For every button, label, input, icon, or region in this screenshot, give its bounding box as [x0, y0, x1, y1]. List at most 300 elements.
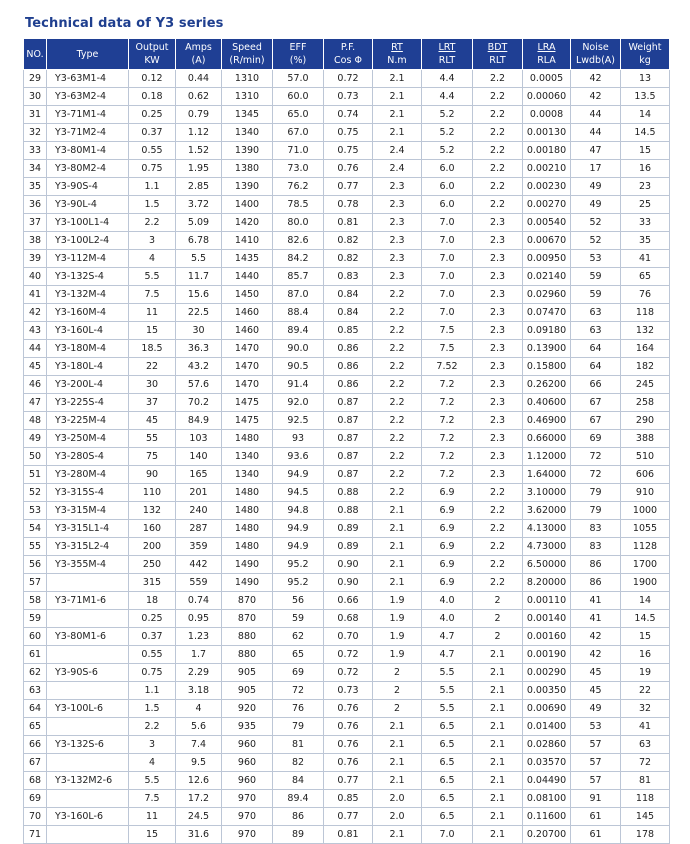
table-row [24, 142, 670, 160]
cell-noise: 79 [571, 484, 621, 502]
cell-lra: 0.04490 [523, 772, 571, 790]
table-row [24, 736, 670, 754]
cell-rt: 2.2 [373, 376, 422, 394]
cell-lra: 3.10000 [523, 484, 571, 502]
cell-output: 200 [129, 538, 176, 556]
cell-type [47, 754, 129, 772]
cell-amps: 57.6 [176, 376, 222, 394]
col-lrt: LRT RLT [422, 39, 473, 70]
cell-amps: 140 [176, 448, 222, 466]
cell-lra: 0.13900 [523, 340, 571, 358]
cell-speed: 1480 [222, 538, 273, 556]
cell-weight: 1055 [621, 520, 670, 538]
table-row [24, 214, 670, 232]
cell-no: 52 [24, 484, 47, 502]
cell-noise: 67 [571, 394, 621, 412]
cell-noise: 17 [571, 160, 621, 178]
cell-pf: 0.86 [324, 358, 373, 376]
cell-amps: 287 [176, 520, 222, 538]
cell-eff: 65 [273, 646, 324, 664]
cell-amps: 12.6 [176, 772, 222, 790]
cell-lra: 3.62000 [523, 502, 571, 520]
cell-pf: 0.88 [324, 484, 373, 502]
cell-noise: 45 [571, 682, 621, 700]
cell-no: 67 [24, 754, 47, 772]
cell-pf: 0.78 [324, 196, 373, 214]
cell-type: Y3-180L-4 [47, 358, 129, 376]
cell-weight: 164 [621, 340, 670, 358]
cell-amps: 165 [176, 466, 222, 484]
table-row [24, 268, 670, 286]
cell-rt: 2.2 [373, 430, 422, 448]
cell-weight: 1700 [621, 556, 670, 574]
table-body [24, 70, 670, 844]
cell-lra: 0.00160 [523, 628, 571, 646]
cell-noise: 49 [571, 700, 621, 718]
cell-amps: 2.85 [176, 178, 222, 196]
cell-no: 40 [24, 268, 47, 286]
cell-lrt: 7.2 [422, 394, 473, 412]
cell-pf: 0.84 [324, 286, 373, 304]
cell-pf: 0.87 [324, 448, 373, 466]
cell-type: Y3-160M-4 [47, 304, 129, 322]
cell-lrt: 6.0 [422, 160, 473, 178]
cell-noise: 44 [571, 124, 621, 142]
cell-weight: 15 [621, 628, 670, 646]
cell-no: 35 [24, 178, 47, 196]
cell-speed: 870 [222, 592, 273, 610]
cell-lra: 0.11600 [523, 808, 571, 826]
cell-no: 45 [24, 358, 47, 376]
cell-lra: 0.03570 [523, 754, 571, 772]
cell-type: Y3-100L-6 [47, 700, 129, 718]
cell-noise: 57 [571, 772, 621, 790]
cell-noise: 41 [571, 610, 621, 628]
cell-pf: 0.90 [324, 556, 373, 574]
table-row [24, 160, 670, 178]
cell-weight: 76 [621, 286, 670, 304]
cell-speed: 960 [222, 772, 273, 790]
cell-speed: 1400 [222, 196, 273, 214]
table-row [24, 538, 670, 556]
cell-weight: 15 [621, 142, 670, 160]
cell-speed: 1410 [222, 232, 273, 250]
cell-lrt: 7.2 [422, 448, 473, 466]
cell-noise: 42 [571, 88, 621, 106]
cell-weight: 14.5 [621, 124, 670, 142]
cell-rt: 2.2 [373, 466, 422, 484]
cell-bdt: 2.1 [473, 682, 523, 700]
col-eff: EFF (%) [273, 39, 324, 70]
cell-pf: 0.86 [324, 376, 373, 394]
cell-lra: 0.01400 [523, 718, 571, 736]
col-weight: Weight kg [621, 39, 670, 70]
table-row [24, 826, 670, 844]
cell-rt: 2.1 [373, 106, 422, 124]
cell-eff: 81 [273, 736, 324, 754]
cell-weight: 258 [621, 394, 670, 412]
cell-speed: 1440 [222, 268, 273, 286]
cell-weight: 32 [621, 700, 670, 718]
cell-amps: 7.4 [176, 736, 222, 754]
table-row [24, 124, 670, 142]
cell-rt: 1.9 [373, 628, 422, 646]
cell-bdt: 2.1 [473, 790, 523, 808]
cell-eff: 90.0 [273, 340, 324, 358]
cell-type: Y3-132S-6 [47, 736, 129, 754]
cell-no: 30 [24, 88, 47, 106]
cell-type [47, 790, 129, 808]
cell-noise: 59 [571, 286, 621, 304]
cell-rt: 2.1 [373, 754, 422, 772]
cell-no: 61 [24, 646, 47, 664]
cell-no: 44 [24, 340, 47, 358]
cell-no: 65 [24, 718, 47, 736]
cell-type [47, 718, 129, 736]
cell-pf: 0.72 [324, 70, 373, 88]
cell-lrt: 7.2 [422, 430, 473, 448]
table-row [24, 718, 670, 736]
cell-speed: 1380 [222, 160, 273, 178]
cell-pf: 0.75 [324, 142, 373, 160]
cell-output: 0.25 [129, 106, 176, 124]
cell-pf: 0.73 [324, 682, 373, 700]
cell-lrt: 6.9 [422, 520, 473, 538]
cell-type: Y3-132M-4 [47, 286, 129, 304]
cell-amps: 0.79 [176, 106, 222, 124]
cell-weight: 13 [621, 70, 670, 88]
cell-lra: 0.00670 [523, 232, 571, 250]
cell-type: Y3-100L2-4 [47, 232, 129, 250]
cell-eff: 93 [273, 430, 324, 448]
cell-eff: 85.7 [273, 268, 324, 286]
cell-rt: 2.2 [373, 322, 422, 340]
cell-bdt: 2.3 [473, 340, 523, 358]
cell-lra: 0.00140 [523, 610, 571, 628]
cell-no: 33 [24, 142, 47, 160]
cell-no: 38 [24, 232, 47, 250]
cell-no: 49 [24, 430, 47, 448]
cell-bdt: 2.2 [473, 574, 523, 592]
cell-pf: 0.76 [324, 718, 373, 736]
cell-rt: 2.1 [373, 556, 422, 574]
cell-rt: 2.2 [373, 394, 422, 412]
cell-lra: 0.02860 [523, 736, 571, 754]
cell-eff: 95.2 [273, 556, 324, 574]
cell-weight: 14 [621, 106, 670, 124]
cell-lra: 0.0005 [523, 70, 571, 88]
cell-output: 11 [129, 304, 176, 322]
table-row [24, 682, 670, 700]
cell-weight: 910 [621, 484, 670, 502]
cell-eff: 78.5 [273, 196, 324, 214]
cell-speed: 1450 [222, 286, 273, 304]
cell-amps: 1.52 [176, 142, 222, 160]
cell-rt: 2.2 [373, 340, 422, 358]
cell-amps: 84.9 [176, 412, 222, 430]
cell-lrt: 7.5 [422, 322, 473, 340]
cell-lrt: 5.5 [422, 664, 473, 682]
cell-amps: 15.6 [176, 286, 222, 304]
cell-bdt: 2.1 [473, 736, 523, 754]
cell-noise: 91 [571, 790, 621, 808]
cell-type: Y3-71M1-4 [47, 106, 129, 124]
cell-eff: 79 [273, 718, 324, 736]
cell-bdt: 2.2 [473, 538, 523, 556]
cell-speed: 970 [222, 808, 273, 826]
cell-eff: 60.0 [273, 88, 324, 106]
cell-noise: 79 [571, 502, 621, 520]
cell-amps: 240 [176, 502, 222, 520]
cell-lra: 0.00110 [523, 592, 571, 610]
cell-output: 18 [129, 592, 176, 610]
cell-no: 57 [24, 574, 47, 592]
cell-amps: 2.29 [176, 664, 222, 682]
cell-lra: 0.15800 [523, 358, 571, 376]
cell-lra: 0.07470 [523, 304, 571, 322]
cell-rt: 2.2 [373, 286, 422, 304]
cell-weight: 14 [621, 592, 670, 610]
cell-no: 47 [24, 394, 47, 412]
cell-type: Y3-315L2-4 [47, 538, 129, 556]
cell-type [47, 682, 129, 700]
cell-speed: 1470 [222, 376, 273, 394]
cell-no: 63 [24, 682, 47, 700]
cell-output: 110 [129, 484, 176, 502]
cell-bdt: 2.3 [473, 232, 523, 250]
cell-rt: 1.9 [373, 610, 422, 628]
cell-bdt: 2 [473, 592, 523, 610]
cell-weight: 16 [621, 646, 670, 664]
cell-weight: 23 [621, 178, 670, 196]
cell-speed: 1480 [222, 430, 273, 448]
cell-no: 58 [24, 592, 47, 610]
cell-lra: 0.00060 [523, 88, 571, 106]
cell-bdt: 2.1 [473, 718, 523, 736]
cell-noise: 83 [571, 520, 621, 538]
cell-output: 3 [129, 736, 176, 754]
cell-rt: 2.2 [373, 448, 422, 466]
cell-output: 37 [129, 394, 176, 412]
cell-lrt: 7.0 [422, 214, 473, 232]
cell-lra: 0.26200 [523, 376, 571, 394]
cell-bdt: 2.2 [473, 502, 523, 520]
cell-type: Y3-63M2-4 [47, 88, 129, 106]
cell-amps: 0.44 [176, 70, 222, 88]
table-row [24, 340, 670, 358]
cell-weight: 388 [621, 430, 670, 448]
cell-type [47, 574, 129, 592]
cell-lrt: 6.5 [422, 736, 473, 754]
cell-lra: 0.00350 [523, 682, 571, 700]
cell-pf: 0.76 [324, 754, 373, 772]
page-title: Technical data of Y3 series [25, 16, 224, 31]
cell-type: Y3-71M1-6 [47, 592, 129, 610]
cell-lrt: 6.5 [422, 754, 473, 772]
cell-output: 2.2 [129, 718, 176, 736]
cell-amps: 43.2 [176, 358, 222, 376]
cell-amps: 359 [176, 538, 222, 556]
cell-output: 45 [129, 412, 176, 430]
cell-bdt: 2.3 [473, 322, 523, 340]
table-row [24, 430, 670, 448]
cell-output: 18.5 [129, 340, 176, 358]
cell-eff: 62 [273, 628, 324, 646]
col-no: NO. [24, 39, 47, 70]
cell-bdt: 2.2 [473, 88, 523, 106]
cell-bdt: 2.3 [473, 214, 523, 232]
cell-lrt: 7.2 [422, 376, 473, 394]
cell-output: 4 [129, 754, 176, 772]
cell-noise: 83 [571, 538, 621, 556]
cell-noise: 57 [571, 754, 621, 772]
cell-pf: 0.84 [324, 304, 373, 322]
table-row [24, 628, 670, 646]
table-row [24, 520, 670, 538]
table-row [24, 178, 670, 196]
cell-output: 0.18 [129, 88, 176, 106]
col-type: Type [47, 39, 129, 70]
cell-weight: 132 [621, 322, 670, 340]
cell-pf: 0.85 [324, 790, 373, 808]
table-header [24, 39, 670, 70]
cell-rt: 2.1 [373, 736, 422, 754]
cell-noise: 53 [571, 250, 621, 268]
table-row [24, 394, 670, 412]
cell-rt: 2 [373, 664, 422, 682]
cell-output: 75 [129, 448, 176, 466]
cell-pf: 0.88 [324, 502, 373, 520]
cell-output: 5.5 [129, 772, 176, 790]
cell-output: 1.1 [129, 682, 176, 700]
cell-pf: 0.72 [324, 664, 373, 682]
cell-speed: 1390 [222, 142, 273, 160]
cell-output: 1.1 [129, 178, 176, 196]
cell-eff: 84 [273, 772, 324, 790]
cell-output: 315 [129, 574, 176, 592]
table-row [24, 502, 670, 520]
cell-lrt: 5.2 [422, 124, 473, 142]
table-row [24, 250, 670, 268]
cell-amps: 103 [176, 430, 222, 448]
cell-weight: 1128 [621, 538, 670, 556]
cell-lrt: 7.0 [422, 304, 473, 322]
cell-weight: 41 [621, 250, 670, 268]
cell-speed: 1345 [222, 106, 273, 124]
col-speed: Speed (R/min) [222, 39, 273, 70]
cell-type: Y3-160L-4 [47, 322, 129, 340]
cell-no: 69 [24, 790, 47, 808]
cell-pf: 0.87 [324, 466, 373, 484]
cell-speed: 1310 [222, 88, 273, 106]
cell-bdt: 2.1 [473, 772, 523, 790]
cell-no: 51 [24, 466, 47, 484]
cell-lrt: 7.0 [422, 826, 473, 844]
cell-pf: 0.81 [324, 826, 373, 844]
cell-weight: 33 [621, 214, 670, 232]
cell-weight: 72 [621, 754, 670, 772]
cell-output: 7.5 [129, 790, 176, 808]
col-lra: LRA RLA [523, 39, 571, 70]
cell-lra: 0.02960 [523, 286, 571, 304]
cell-noise: 47 [571, 142, 621, 160]
cell-weight: 178 [621, 826, 670, 844]
cell-weight: 1900 [621, 574, 670, 592]
cell-noise: 45 [571, 664, 621, 682]
cell-type: Y3-355M-4 [47, 556, 129, 574]
cell-speed: 970 [222, 826, 273, 844]
cell-bdt: 2.2 [473, 106, 523, 124]
cell-bdt: 2.2 [473, 178, 523, 196]
cell-eff: 89.4 [273, 322, 324, 340]
cell-eff: 92.0 [273, 394, 324, 412]
cell-lra: 0.00210 [523, 160, 571, 178]
cell-no: 46 [24, 376, 47, 394]
cell-pf: 0.89 [324, 538, 373, 556]
cell-speed: 1340 [222, 124, 273, 142]
cell-pf: 0.89 [324, 520, 373, 538]
cell-noise: 42 [571, 70, 621, 88]
cell-no: 54 [24, 520, 47, 538]
cell-weight: 22 [621, 682, 670, 700]
cell-lra: 4.13000 [523, 520, 571, 538]
cell-rt: 2.1 [373, 826, 422, 844]
col-amps: Amps (A) [176, 39, 222, 70]
cell-no: 36 [24, 196, 47, 214]
cell-eff: 88.4 [273, 304, 324, 322]
cell-output: 0.75 [129, 664, 176, 682]
cell-noise: 63 [571, 322, 621, 340]
cell-noise: 41 [571, 592, 621, 610]
cell-noise: 63 [571, 304, 621, 322]
cell-lrt: 4.7 [422, 628, 473, 646]
cell-weight: 182 [621, 358, 670, 376]
cell-bdt: 2.3 [473, 466, 523, 484]
cell-noise: 52 [571, 214, 621, 232]
cell-output: 1.5 [129, 196, 176, 214]
cell-type: Y3-80M1-4 [47, 142, 129, 160]
cell-no: 66 [24, 736, 47, 754]
cell-bdt: 2.2 [473, 520, 523, 538]
cell-speed: 1420 [222, 214, 273, 232]
cell-bdt: 2 [473, 628, 523, 646]
cell-amps: 442 [176, 556, 222, 574]
cell-output: 0.37 [129, 628, 176, 646]
cell-type: Y3-280S-4 [47, 448, 129, 466]
cell-type: Y3-225S-4 [47, 394, 129, 412]
cell-type: Y3-80M2-4 [47, 160, 129, 178]
cell-output: 3 [129, 232, 176, 250]
cell-lrt: 5.2 [422, 142, 473, 160]
cell-output: 1.5 [129, 700, 176, 718]
cell-amps: 1.23 [176, 628, 222, 646]
cell-bdt: 2.3 [473, 376, 523, 394]
cell-eff: 89.4 [273, 790, 324, 808]
cell-pf: 0.70 [324, 628, 373, 646]
cell-bdt: 2.1 [473, 700, 523, 718]
cell-speed: 970 [222, 790, 273, 808]
cell-eff: 92.5 [273, 412, 324, 430]
cell-type: Y3-63M1-4 [47, 70, 129, 88]
cell-lra: 0.00540 [523, 214, 571, 232]
cell-output: 90 [129, 466, 176, 484]
cell-noise: 67 [571, 412, 621, 430]
cell-noise: 66 [571, 376, 621, 394]
table-row [24, 106, 670, 124]
cell-amps: 4 [176, 700, 222, 718]
cell-no: 53 [24, 502, 47, 520]
cell-weight: 16 [621, 160, 670, 178]
